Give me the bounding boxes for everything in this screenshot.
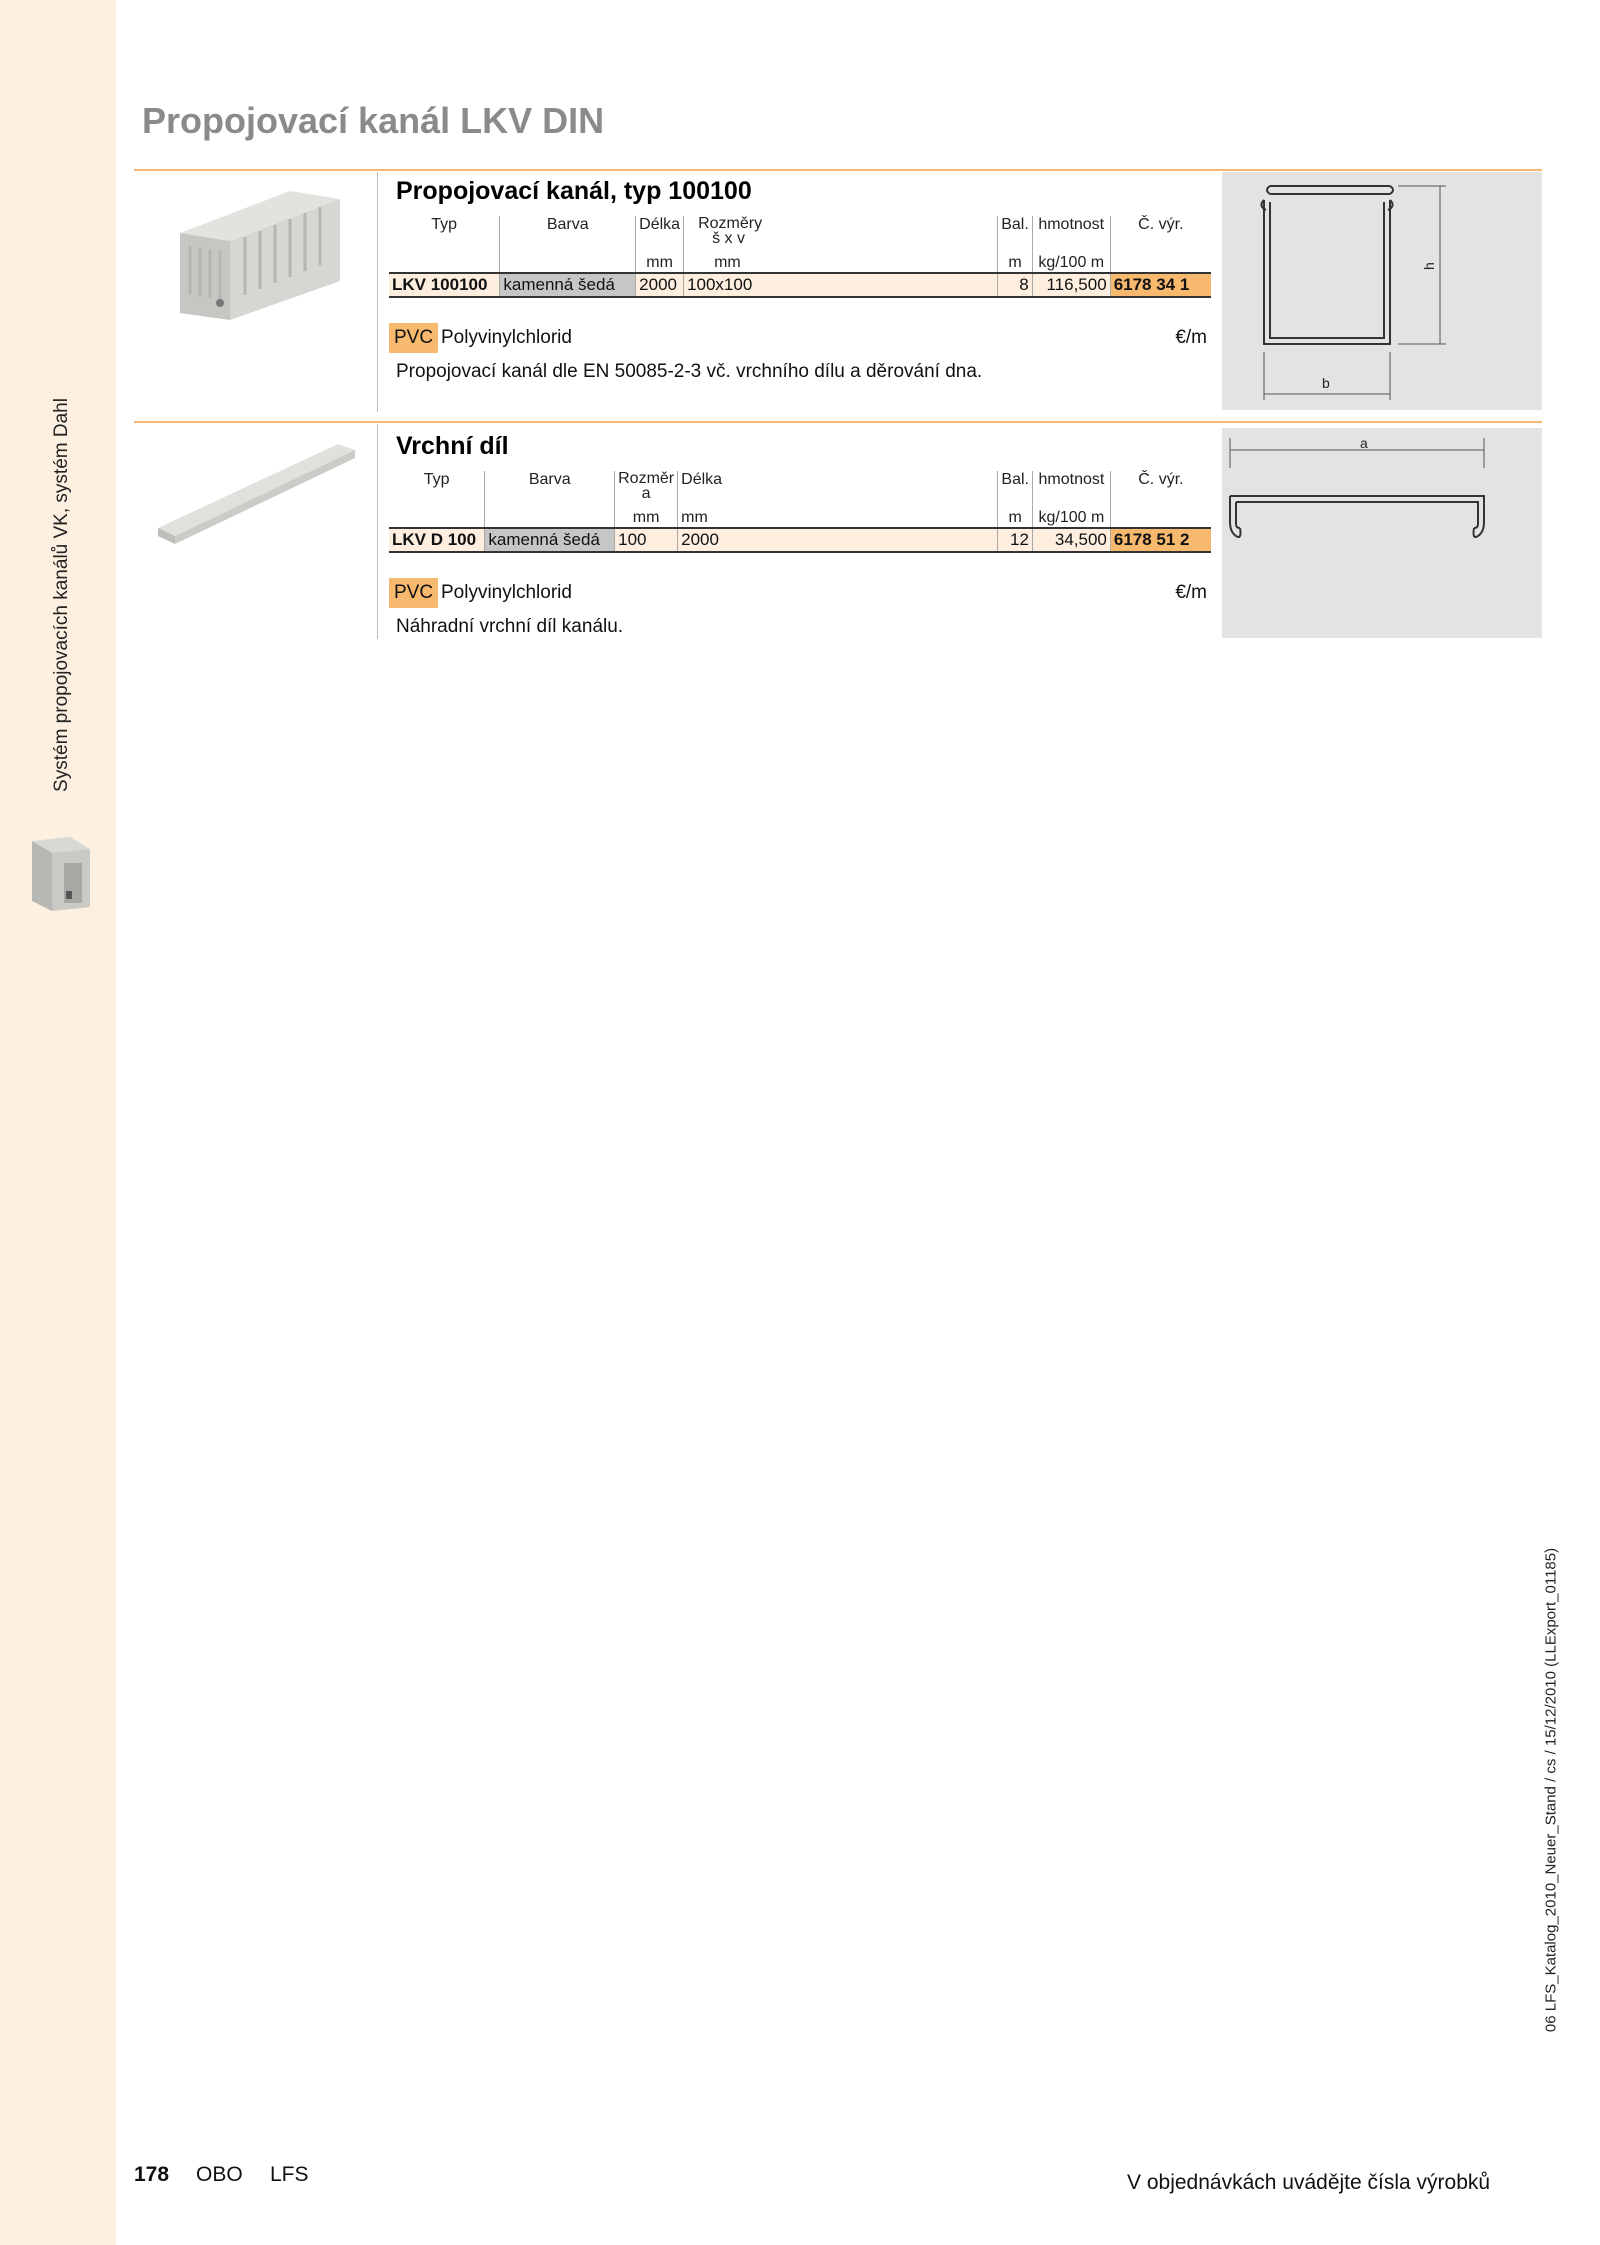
cell-delka: 2000 [678, 528, 998, 552]
header-cislo: Č. výr. [1110, 471, 1211, 501]
cell-hmotnost: 116,500 [1032, 273, 1110, 297]
section2-spec-table [389, 471, 1211, 553]
section-vertical-rule [377, 172, 378, 412]
header-rozmery-label: Rozměry [698, 215, 763, 232]
brand-name: OBO [196, 2163, 243, 2186]
header-delka: Délka [636, 216, 684, 246]
section1-drawing-box [1222, 172, 1542, 410]
header-rozmery-sub: š x v [712, 230, 745, 247]
material-code-badge: PVC [389, 578, 438, 608]
page-number: 178 [134, 2163, 170, 2186]
section2-description: Náhradní vrchní díl kanálu. [396, 616, 624, 637]
sidebar [0, 0, 116, 2245]
material-name: Polyvinylchlorid [441, 327, 572, 348]
header-rozmer [615, 471, 678, 501]
header-barva: Barva [500, 216, 636, 246]
cell-rozmery: 100x100 [684, 273, 998, 297]
unit-delka: mm [678, 501, 998, 528]
material-code-badge: PVC [389, 323, 438, 353]
cell-barva: kamenná šedá [485, 528, 615, 552]
cell-bal: 8 [998, 273, 1033, 297]
division-name: LFS [270, 2163, 309, 2186]
unit-rozmery: mm [684, 246, 998, 273]
header-bal: Bal. [998, 216, 1033, 246]
header-bal: Bal. [998, 471, 1033, 501]
unit-bal: m [998, 501, 1033, 528]
cell-product-number[interactable]: 6178 34 1 [1110, 273, 1211, 297]
table-row [389, 273, 1211, 297]
header-barva: Barva [485, 471, 615, 501]
cell-product-number[interactable]: 6178 51 2 [1110, 528, 1211, 552]
price-unit: €/m [1175, 327, 1207, 348]
unit-hmotnost: kg/100 m [1032, 501, 1110, 528]
price-unit: €/m [1175, 582, 1207, 603]
unit-cislo [1110, 501, 1211, 528]
cell-barva: kamenná šedá [500, 273, 636, 297]
section-divider [134, 421, 1542, 423]
channel-thumbnail-icon [30, 835, 92, 915]
unit-bal: m [998, 246, 1033, 273]
material-name: Polyvinylchlorid [441, 582, 572, 603]
table-row [389, 528, 1211, 552]
header-hmotnost: hmotnost [1032, 216, 1110, 246]
section1-title: Propojovací kanál, typ 100100 [396, 177, 752, 205]
header-typ: Typ [423, 471, 450, 488]
header-delka: Délka [678, 471, 998, 501]
cell-bal: 12 [998, 528, 1033, 552]
cell-hmotnost: 34,500 [1032, 528, 1110, 552]
section1-spec-table [389, 216, 1211, 298]
section-divider [134, 169, 1542, 171]
unit-rozmer: mm [615, 501, 678, 528]
unit-typ [389, 246, 500, 273]
sidebar-vertical-text: Systém propojovacích kanálů VK, systém Dahl [51, 398, 72, 792]
section2-material-row [389, 578, 1211, 608]
unit-typ [389, 501, 485, 528]
header-rozmery [684, 216, 998, 246]
channel-photo [170, 185, 350, 325]
unit-barva [500, 246, 636, 273]
section1-material-row [389, 323, 1211, 353]
channel-cross-section-drawing [1222, 172, 1542, 410]
export-info-vertical: 06 LFS_Katalog_2010_Neuer_Stand / cs / 15/12/2010 (LLExport_01185) [1542, 1547, 1560, 2033]
section2-title: Vrchní díl [396, 432, 509, 460]
section-vertical-rule [377, 424, 378, 639]
cover-photo [150, 440, 360, 560]
order-note: V objednávkách uvádějte čísla výrobků [1127, 2171, 1491, 2194]
header-cislo: Č. výr. [1110, 216, 1211, 246]
dimension-label-h: h [1421, 262, 1437, 270]
cell-rozmer: 100 [615, 528, 678, 552]
cell-typ: LKV 100100 [389, 273, 500, 297]
cell-delka: 2000 [636, 273, 684, 297]
section2-drawing-box [1222, 428, 1542, 638]
dimension-label-b: b [1322, 375, 1330, 391]
header-rozmer-sub: a [641, 485, 651, 502]
unit-cislo [1110, 246, 1211, 273]
page-title: Propojovací kanál LKV DIN [142, 100, 605, 141]
cell-typ: LKV D 100 [389, 528, 485, 552]
dimension-label-a: a [1360, 435, 1368, 451]
section1-description: Propojovací kanál dle EN 50085-2-3 vč. vrchního dílu a děrování dna. [396, 361, 983, 382]
header-typ: Typ [431, 216, 458, 233]
unit-delka: mm [636, 246, 684, 273]
unit-hmotnost: kg/100 m [1032, 246, 1110, 273]
cover-cross-section-drawing [1222, 428, 1542, 638]
unit-barva [485, 501, 615, 528]
header-rozmer-label: Rozměr [618, 470, 675, 487]
header-hmotnost: hmotnost [1032, 471, 1110, 501]
